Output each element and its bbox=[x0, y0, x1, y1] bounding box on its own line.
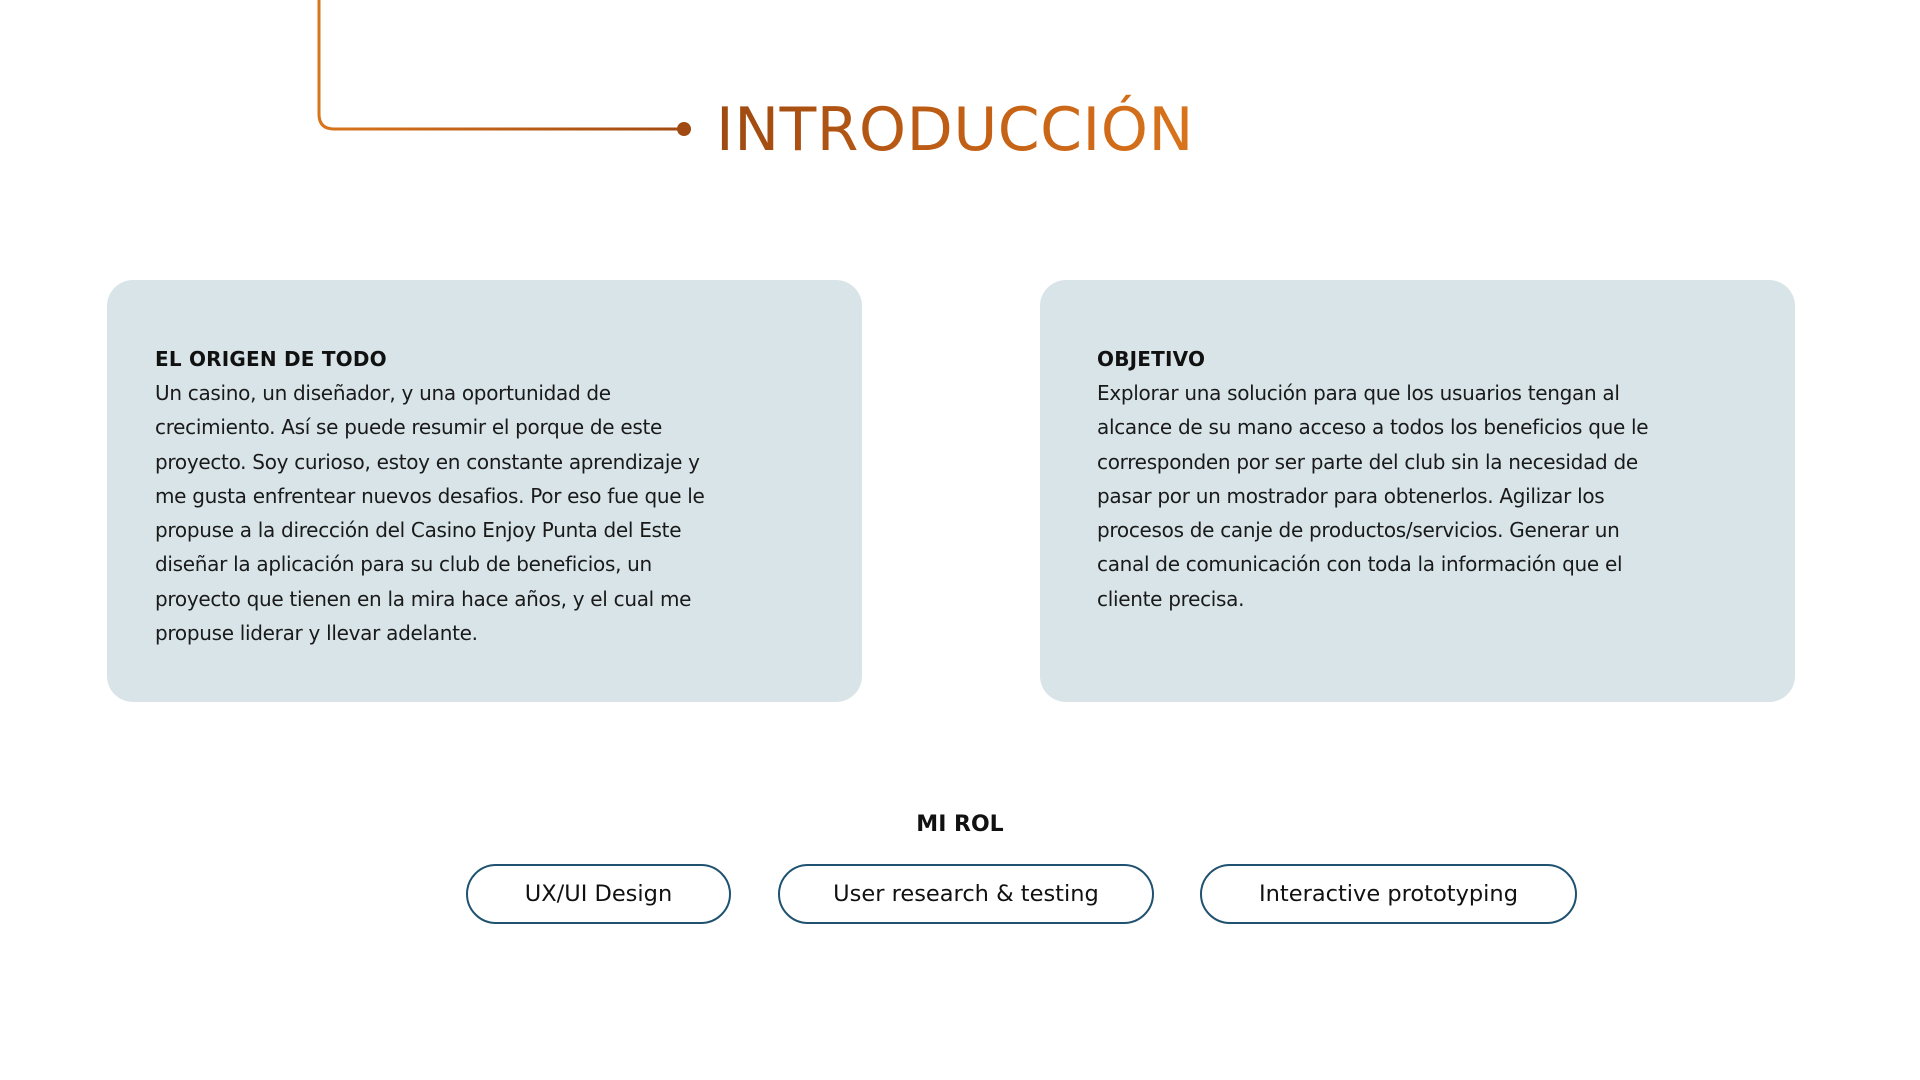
origin-card-line: crecimiento. Así se puede resumir el porque de este bbox=[155, 415, 663, 440]
origin-card-line: proyecto que tienen en la mira hace años, y el cual me bbox=[155, 586, 692, 611]
origin-card-body bbox=[155, 376, 814, 650]
origin-card-line: proyecto. Soy curioso, estoy en constante aprendizaje y bbox=[155, 449, 700, 474]
origin-card-line: me gusta enfrentear nuevos desafios. Por eso fue que le bbox=[155, 483, 705, 508]
objective-card-line: alcance de su mano acceso a todos los beneficios que le bbox=[1097, 415, 1649, 440]
origin-card-line: Un casino, un diseñador, y una oportunidad de bbox=[155, 381, 611, 405]
objective-card-line: canal de comunicación con toda la información que el bbox=[1097, 552, 1623, 577]
objective-card-title: OBJETIVO bbox=[1097, 347, 1206, 371]
role-tag-user-research: User research & testing bbox=[778, 864, 1154, 924]
role-tag-interactive-prototyping: Interactive prototyping bbox=[1200, 864, 1577, 924]
objective-card-line: Explorar una solución para que los usuarios tengan al bbox=[1097, 381, 1620, 405]
origin-card-line: diseñar la aplicación para su club de beneficios, un bbox=[155, 552, 652, 577]
objective-card-line: pasar por un mostrador para obtenerlos. Agilizar los bbox=[1097, 483, 1605, 508]
objective-card-line: corresponden por ser parte del club sin la necesidad de bbox=[1097, 449, 1638, 474]
origin-card bbox=[107, 280, 862, 702]
objective-card-body bbox=[1097, 376, 1755, 616]
decorative-connector-line bbox=[0, 0, 720, 140]
objective-card-line: cliente precisa. bbox=[1097, 586, 1245, 611]
origin-card-title: EL ORIGEN DE TODO bbox=[155, 347, 387, 371]
role-tag-ux-ui-design: UX/UI Design bbox=[466, 864, 731, 924]
connector-dot bbox=[677, 122, 691, 136]
objective-card-line: procesos de canje de productos/servicios. Generar un bbox=[1097, 518, 1620, 543]
origin-card-line: propuse liderar y llevar adelante. bbox=[155, 621, 478, 646]
origin-card-line: propuse a la dirección del Casino Enjoy Punta del Este bbox=[155, 518, 682, 543]
objective-card bbox=[1040, 280, 1795, 702]
role-section-title: MI ROL bbox=[916, 812, 1004, 837]
page-title: INTRODUCCIÓN bbox=[716, 92, 1194, 168]
